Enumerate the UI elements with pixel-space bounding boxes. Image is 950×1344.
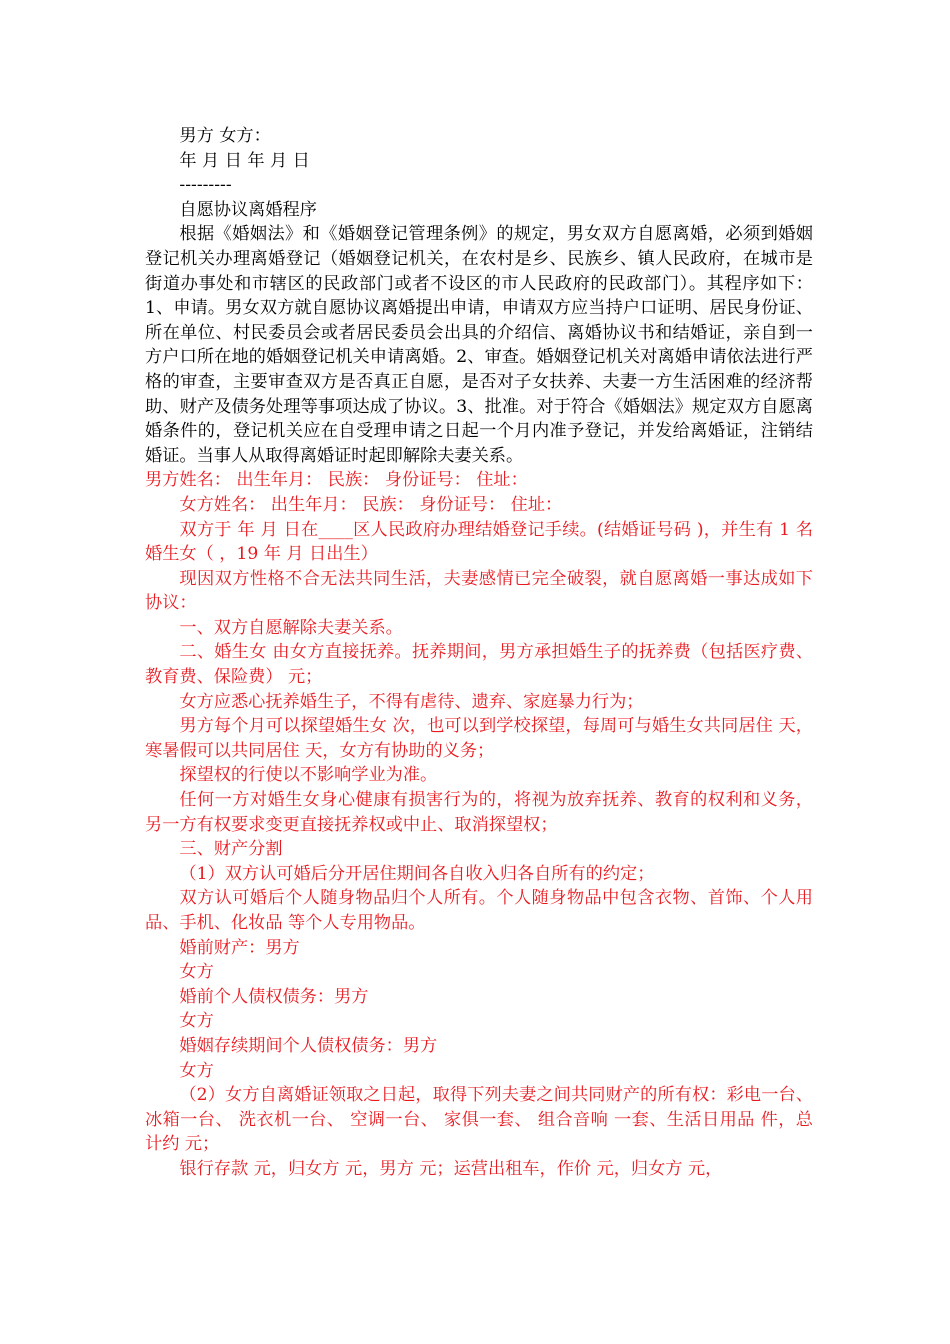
separator-line: ---------	[179, 175, 232, 196]
premarital-debt-female: 女方	[179, 1011, 214, 1032]
clause-2: 二、婚生女 由女方直接抚养。抚养期间，男方承担婚生子的抚养费（包括医疗费、教育费、保险费） 元；	[145, 642, 813, 688]
date-line: 年 月 日 年 月 日	[179, 150, 310, 171]
premarital-debt-male: 婚前个人债权债务：男方	[179, 986, 369, 1007]
signature-line: 男方 女方：	[179, 126, 271, 146]
marital-debt-female: 女方	[179, 1060, 214, 1081]
clause-3-heading: 三、财产分割	[179, 839, 283, 860]
clause-2-harm: 任何一方对婚生女身心健康有损害行为的，将视为放弃抚养、教育的权利和义务，另一方有权要求变更直接抚养权或中止、取消探望权；	[145, 790, 813, 835]
clause-2-visitation-limit: 探望权的行使以不影响学业为准。	[179, 765, 438, 786]
bank-deposit-line: 银行存款 元，归女方 元，男方 元；运营出租车，作价 元，归女方 元，	[179, 1158, 723, 1179]
female-info-line: 女方姓名： 出生年月： 民族： 身份证号： 住址：	[179, 494, 563, 515]
male-info-line: 男方姓名： 出生年月： 民族： 身份证号： 住址：	[145, 470, 528, 491]
document-page	[145, 124, 813, 1182]
clause-2-visitation: 男方每个月可以探望婚生女 次，也可以到学校探望，每周可与婚生女共同居住 天，寒暑假可以共同居住 天，女方有协助的义务；	[145, 716, 813, 761]
clause-3-1: （1）双方认可婚后分开居住期间各自收入归各自所有的约定；	[179, 863, 655, 884]
procedure-title: 自愿协议离婚程序	[179, 199, 317, 220]
marital-debt-male: 婚姻存续期间个人债权债务：男方	[179, 1035, 438, 1056]
premarital-property-female: 女方	[179, 962, 214, 983]
clause-3-2: （2）女方自离婚证领取之日起，取得下列夫妻之间共同财产的所有权：彩电一台、 冰箱一台、 洗衣机一台、 空调一台、 家俱一套、 组合音响 一套、生活日用品 件，总计约 元；	[145, 1085, 813, 1155]
clause-1: 一、双方自愿解除夫妻关系。	[179, 617, 403, 638]
divorce-reason-paragraph: 现因双方性格不合无法共同生活，夫妻感情已完全破裂，就自愿离婚一事达成如下协议：	[145, 568, 813, 614]
clause-2-care: 女方应悉心抚养婚生子，不得有虐待、遗弃、家庭暴力行为；	[179, 691, 644, 712]
marriage-registration-paragraph: 双方于 年 月 日在____区人民政府办理结婚登记手续。(结婚证号码 )，并生有 1 名婚生女（ ，19 年 月 日出生）	[145, 519, 813, 565]
premarital-property-male: 婚前财产：男方	[179, 937, 300, 958]
clause-3-personal-items: 双方认可婚后个人随身物品归个人所有。个人随身物品中包含衣物、首饰、个人用品、手机、化妆品 等个人专用物品。	[145, 888, 813, 933]
procedure-body: 根据《婚姻法》和《婚姻登记管理条例》的规定，男女双方自愿离婚，必须到婚姻登记机关办理离婚登记（婚姻登记机关，在农村是乡、民族乡、镇人民政府，在城市是街道办事处和市辖区的民政部门或者不设区的市人民政府的民政部门）。其程序如下：1、申请。男女双方就自愿协议离婚提出申请，申请双方应当持户口证明、居民身份证、所在单位、村民委员会或者居民委员会出具的介绍信、离婚协议书和结婚证，亲自到一方户口所在地的婚姻登记机关申请离婚。2、审查。婚姻登记机关对离婚申请依法进行严格的审查，主要审查双方是否真正自愿，是否对子女扶养、夫妻一方生活困难的经济帮助、财产及债务处理等事项达成了协议。3、批准。对于符合《婚姻法》规定双方自愿离婚条件的，登记机关应在自受理申请之日起一个月内准予登记，并发给离婚证，注销结婚证。当事人从取得离婚证时起即解除夫妻关系。	[145, 224, 813, 466]
